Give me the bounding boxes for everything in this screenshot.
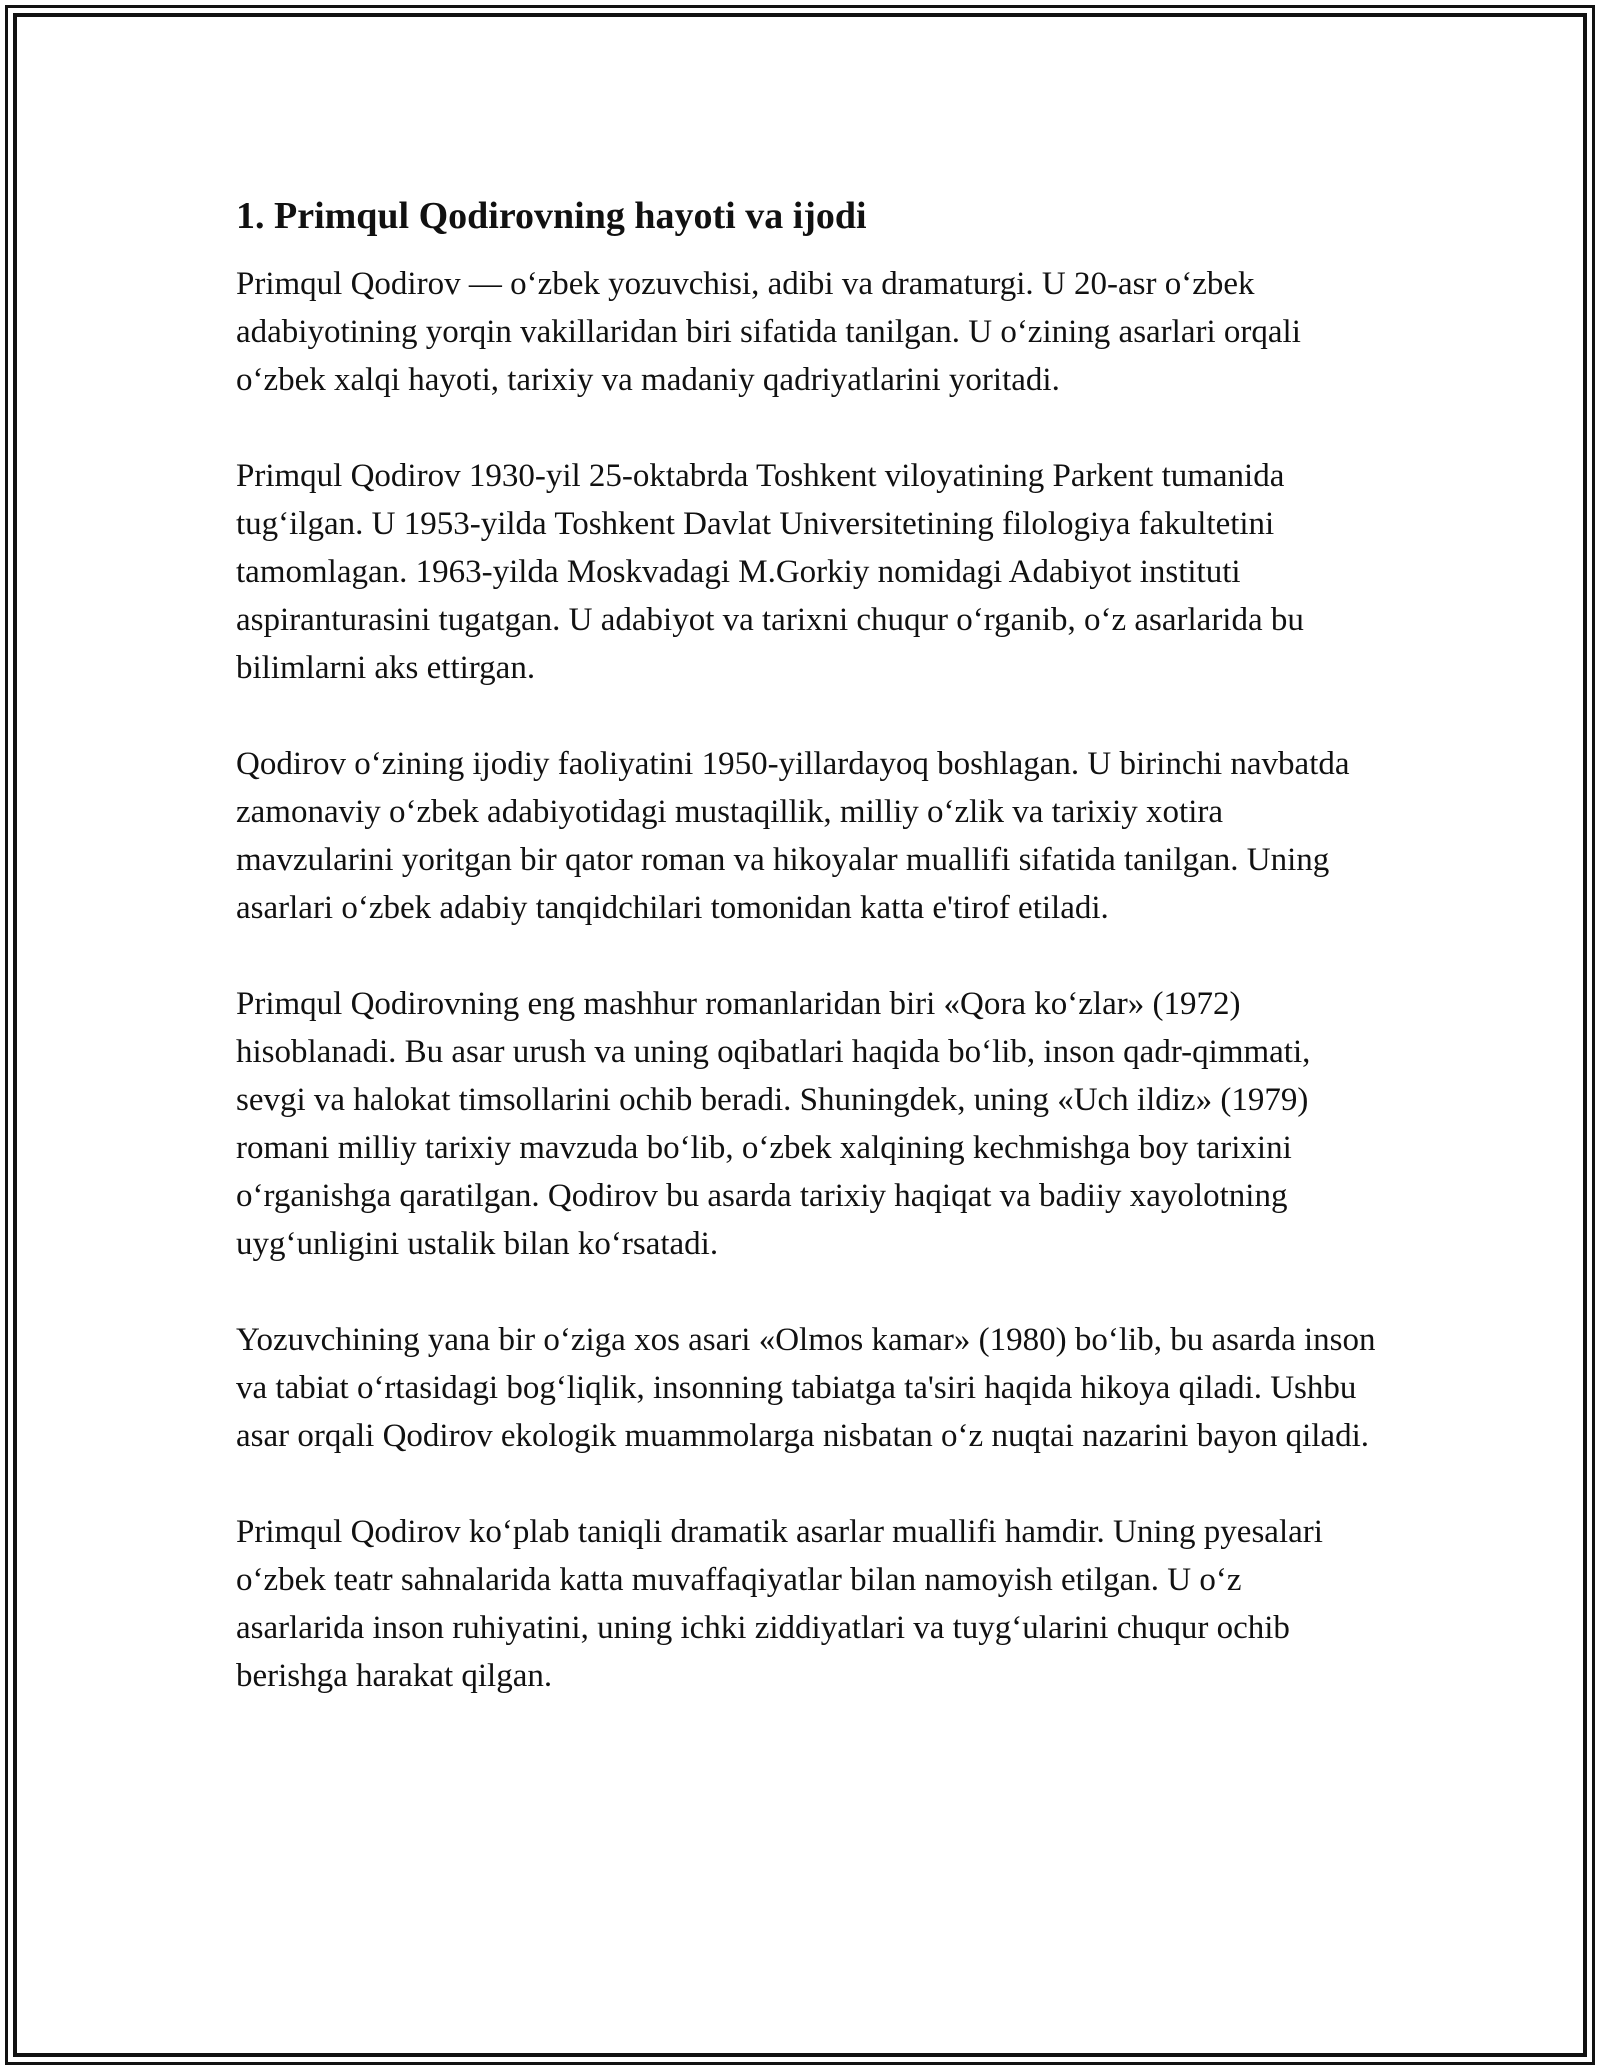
- document-body: [236, 186, 1376, 1748]
- paragraph-dramatic-works: Primqul Qodirov koʻplab taniqli dramatik asarlar muallifi hamdir. Uning pyesalari oʻzbek teatr sahnalarida katta muvaffaqiyatlar bilan namoyish etilgan. U oʻz asarlarida inson ruhiyatini, uning ichki ziddiyatlari va tuygʻularini chuqur ochib berishga harakat qilgan.: [236, 1514, 1323, 1694]
- paragraph-intro: Primqul Qodirov — oʻzbek yozuvchisi, adibi va dramaturgi. U 20-asr oʻzbek adabiyotining yorqin vakillaridan biri sifatida tanilgan. U oʻzining asarlari orqali oʻzbek xalqi hayoti, tarixiy va madaniy qadriyatlarini yoritadi.: [236, 266, 1301, 398]
- paragraph-olmos-kamar: Yozuvchining yana bir oʻziga xos asari «Olmos kamar» (1980) boʻlib, bu asarda inson va tabiat oʻrtasidagi bogʻliqlik, insonning tabiatga ta'siri haqida hikoya qiladi. Ushbu asar orqali Qodirov ekologik muammolarga nisbatan oʻz nuqtai nazarini bayon qiladi.: [236, 1322, 1376, 1454]
- paragraph-creative-activity: Qodirov oʻzining ijodiy faoliyatini 1950-yillardayoq boshlagan. U birinchi navbatda zamonaviy oʻzbek adabiyotidagi mustaqillik, milliy oʻzlik va tarixiy xotira mavzularini yoritgan bir qator roman va hikoyalar muallifi sifatida tanilgan. Uning asarlari oʻzbek adabiy tanqidchilari tomonidan katta e'tirof etiladi.: [236, 746, 1350, 926]
- paragraph-biography: Primqul Qodirov 1930-yil 25-oktabrda Toshkent viloyatining Parkent tumanida tugʻilgan. U 1953-yilda Toshkent Davlat Universitetining filologiya fakultetini tamomlagan. 1963-yilda Moskvadagi M.Gorkiy nomidagi Adabiyot instituti aspiranturasini tugatgan. U adabiyot va tarixni chuqur oʻrganib, oʻz asarlarida bu bilimlarni aks ettirgan.: [236, 458, 1304, 686]
- section-heading: 1. Primqul Qodirovning hayoti va ijodi: [236, 195, 867, 237]
- paragraph-novels: Primqul Qodirovning eng mashhur romanlaridan biri «Qora koʻzlar» (1972) hisoblanadi. Bu asar urush va uning oqibatlari haqida boʻlib, inson qadr-qimmati, sevgi va halokat timsollarini ochib beradi. Shuningdek, uning «Uch ildiz» (1979) romani milliy tarixiy mavzuda boʻlib, oʻzbek xalqining kechmishga boy tarixini oʻrganishga qaratilgan. Qodirov bu asarda tarixiy haqiqat va badiiy xayolotning uygʻunligini ustalik bilan koʻrsatadi.: [236, 986, 1311, 1262]
